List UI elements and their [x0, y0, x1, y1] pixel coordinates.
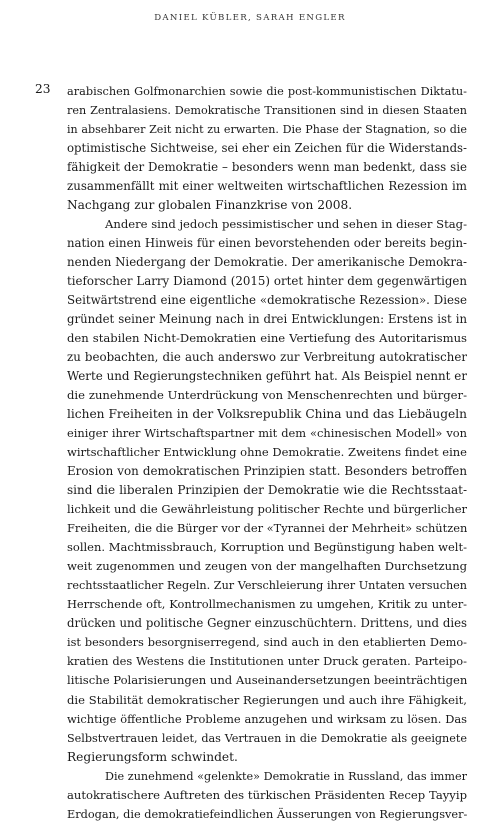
body-text [67, 82, 467, 824]
text-line: rechtsstaatlicher Regeln. Zur Verschleierung ihrer Untaten versuchen [67, 579, 467, 593]
text-line: ist besonders besorgniserregend, sind auch in den etablierten Demo- [67, 636, 467, 650]
text-line: ren Zentralasiens. Demokratische Transitionen sind in diesen Staaten [67, 104, 467, 118]
paragraph [67, 82, 467, 215]
text-line: Nachgang zur globalen Finanzkrise von 2008. [67, 198, 353, 213]
text-line: weit zugenommen und zeugen von der mangelhaften Durchsetzung [67, 559, 467, 574]
text-line: Regierungsform schwindet. [67, 749, 238, 764]
text-line: sollen. Machtmissbrauch, Korruption und Begünstigung haben welt- [67, 540, 467, 555]
text-line: lichen Freiheiten in der Volksrepublik China und das Liebäugeln [67, 407, 467, 422]
text-line: arabischen Golfmonarchien sowie die post-kommunistischen Diktatu- [67, 85, 467, 98]
text-line: einiger ihrer Wirtschaftspartner mit dem «chinesischen Modell» von [67, 426, 467, 441]
text-line: fähigkeit der Demokratie – besonders wenn man bedenkt, dass sie [67, 160, 467, 175]
page-number: 23 [35, 82, 51, 96]
text-line: litische Polarisierungen und Auseinandersetzungen beeinträchtigen [67, 673, 467, 688]
text-line: Herrschende oft, Kontrollmechanismen zu umgehen, Kritik zu unter- [67, 597, 467, 612]
text-line: sind die liberalen Prinzipien der Demokratie wie die Rechtsstaat- [67, 483, 467, 498]
paragraph [67, 215, 467, 766]
text-line: nation einen Hinweis für einen bevorstehenden oder bereits begin- [67, 236, 467, 251]
text-line: zu beobachten, die auch anderswo zur Verbreitung autokratischer [67, 350, 467, 365]
text-line: gründet seiner Meinung nach in drei Entwicklungen: Erstens ist in [67, 312, 467, 327]
paragraph [67, 767, 467, 824]
text-line: drücken und politische Gegner einzuschüchtern. Drittens, und dies [67, 616, 467, 631]
text-line: die zunehmende Unterdrückung von Menschenrechten und bürger- [67, 388, 467, 403]
running-header: DANIEL KÜBLER, SARAH ENGLER [154, 13, 346, 23]
text-line: Freiheiten, die die Bürger vor der «Tyrannei der Mehrheit» schützen [67, 521, 467, 536]
text-line: nenden Niedergang der Demokratie. Der amerikanische Demokra- [67, 255, 467, 270]
text-line: tieforscher Larry Diamond (2015) ortet hinter dem gegenwärtigen [67, 274, 467, 289]
text-line: wirtschaftlicher Entwicklung ohne Demokratie. Zweitens findet eine [67, 445, 467, 460]
text-line: lichkeit und die Gewährleistung politischer Rechte und bürgerlicher [67, 502, 467, 517]
text-line: in absehbarer Zeit nicht zu erwarten. Die Phase der Stagnation, so die [67, 123, 467, 137]
text-line: Die zunehmend «gelenkte» Demokratie in Russland, das immer [105, 769, 467, 783]
text-line: den stabilen Nicht-Demokratien eine Vertiefung des Autoritarismus [67, 331, 467, 346]
text-line: Selbstvertrauen leidet, das Vertrauen in die Demokratie als geeignete [67, 731, 467, 745]
text-line: wichtige öffentliche Probleme anzugehen und wirksam zu lösen. Das [67, 711, 467, 726]
text-line: Erosion von demokratischen Prinzipien statt. Besonders betroffen [67, 464, 467, 479]
text-line: zusammenfällt mit einer weltweiten wirtschaftlichen Rezession im [67, 179, 467, 194]
text-line: autokratischere Auftreten des türkischen Präsidenten Recep Tayyip [67, 787, 467, 802]
text-line: Erdogan, die demokratiefeindlichen Äusserungen von Regierungsver- [67, 807, 467, 821]
text-line: Werte und Regierungstechniken geführt hat. Als Beispiel nennt er [67, 369, 467, 384]
text-line: Seitwärtstrend eine eigentliche «demokratische Rezession». Diese [67, 293, 467, 308]
text-line: Andere sind jedoch pessimistischer und sehen in dieser Stag- [105, 217, 467, 232]
text-line: optimistische Sichtweise, sei eher ein Zeichen für die Widerstands- [67, 141, 467, 156]
text-line: die Stabilität demokratischer Regierungen und auch ihre Fähigkeit, [67, 692, 467, 707]
text-line: kratien des Westens die Institutionen unter Druck geraten. Parteipo- [67, 654, 467, 669]
